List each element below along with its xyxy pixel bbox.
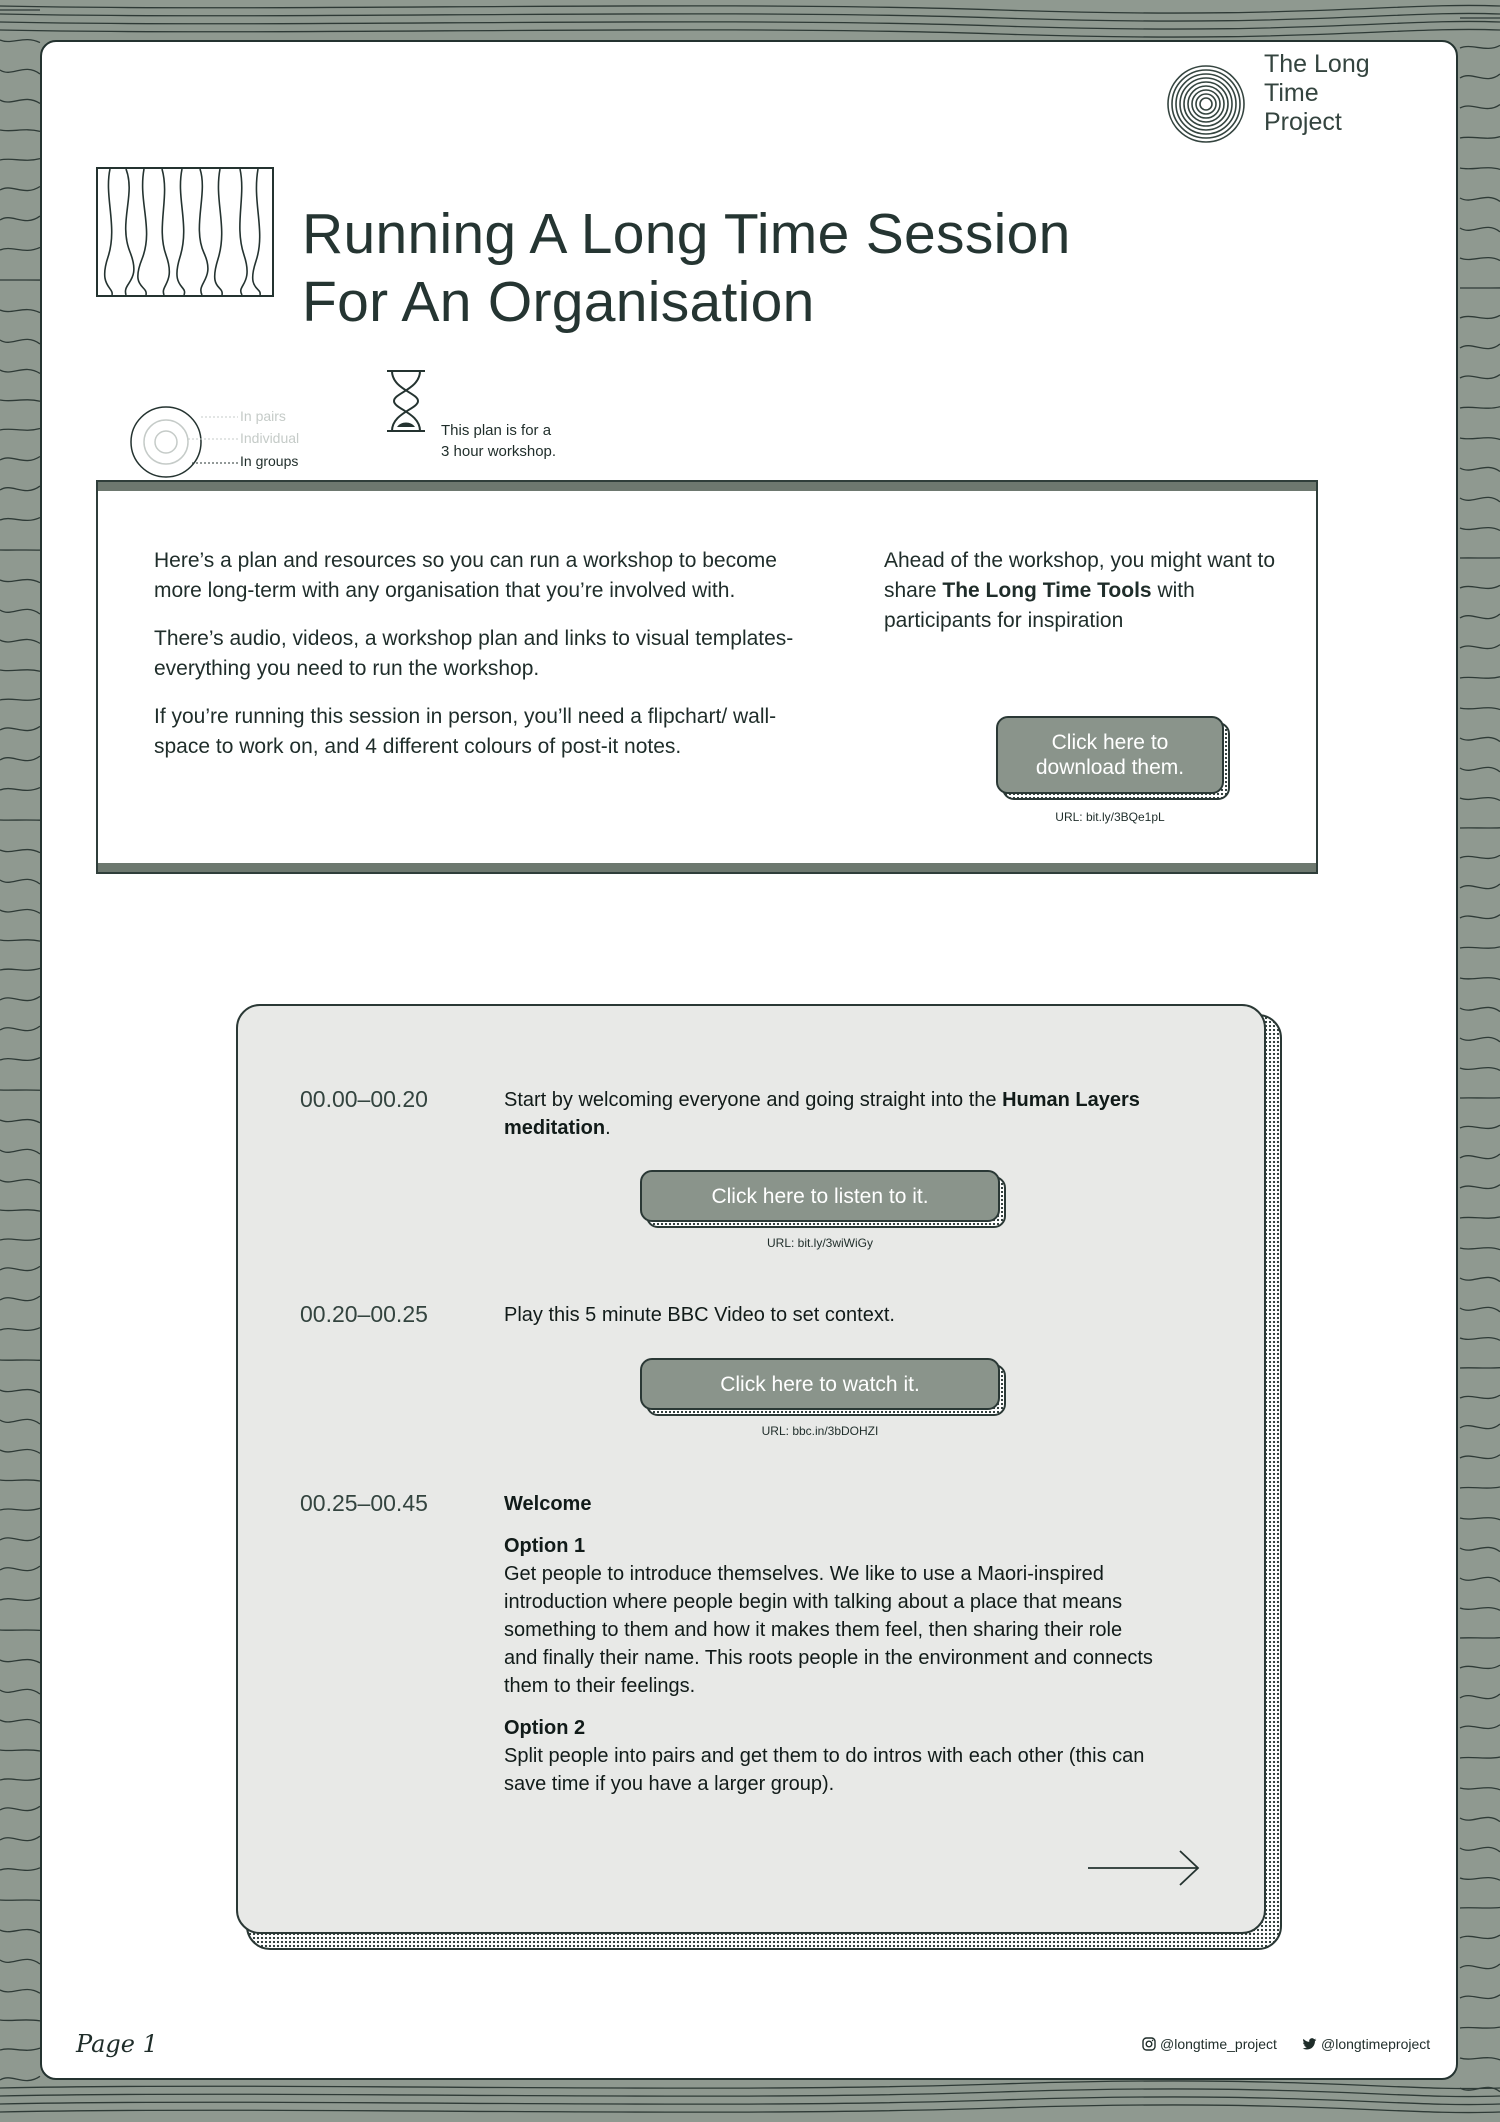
tools-note-pre: Ahead of the workshop, you might want to share: [884, 549, 1276, 602]
contour-line: [1460, 1154, 1500, 1159]
contour-line: [1460, 197, 1500, 201]
contour-line: [1460, 1217, 1500, 1218]
contour-line: [0, 216, 40, 221]
contour-line: [0, 1868, 40, 1871]
panel-bottom-bar: [98, 863, 1316, 872]
contour-line: [0, 130, 40, 132]
step-1-text: [504, 1086, 1154, 1142]
contour-line: [1460, 1725, 1500, 1729]
contour-line: [1460, 1878, 1500, 1881]
contour-line: [1460, 1277, 1500, 1281]
contour-line: [1460, 1487, 1500, 1488]
contour-line: [0, 1660, 40, 1663]
contour-line: [0, 1536, 40, 1540]
contour-line: [0, 2105, 1500, 2113]
download-button-line-2: download them.: [1035, 756, 1185, 779]
instagram-icon: [1142, 2037, 1156, 2051]
option-1-title: Option 1: [504, 1535, 586, 1557]
contour-line: [0, 1419, 40, 1424]
contour-line: [0, 670, 40, 671]
contour-line: [0, 21, 1500, 29]
contour-line: [0, 1930, 40, 1933]
contour-line: [1460, 1338, 1500, 1341]
contour-line: [0, 968, 40, 970]
contour-line: [1460, 884, 1500, 889]
contour-line: [1460, 1248, 1500, 1250]
contour-line: [0, 1149, 40, 1154]
intro-text: [154, 546, 804, 780]
wood-grain-illustration: [96, 167, 274, 297]
intro-paragraph-2: There’s audio, videos, a workshop plan and links to visual templates- everything you need to run the workshop.: [154, 627, 794, 680]
contour-line: [1460, 105, 1500, 109]
contour-line: [0, 339, 40, 344]
contour-line: [1460, 1908, 1500, 1909]
contour-line: [1460, 315, 1500, 318]
contour-line: [1460, 497, 1500, 502]
duration-note: [441, 420, 556, 462]
tools-note-post: with participants for inspiration: [884, 579, 1195, 632]
panel-top-bar: [98, 482, 1316, 491]
contour-line: [1460, 1964, 1500, 1969]
download-url: URL: bit.ly/3BQe1pL: [1055, 810, 1165, 824]
watch-button-wrap: [640, 1358, 1000, 1410]
contour-line: [0, 940, 40, 941]
step-3-text: [504, 1490, 1154, 1798]
contour-line: [1460, 407, 1500, 408]
contour-line: [0, 1719, 40, 1723]
contour-line: [1460, 767, 1500, 772]
tools-note-bold: The Long Time Tools: [942, 579, 1152, 602]
contour-line: [0, 486, 40, 491]
listen-button[interactable]: Click here to listen to it.: [640, 1170, 1000, 1222]
contour-line: [0, 1598, 40, 1601]
contour-line: [0, 1058, 40, 1061]
contour-line: [1460, 1307, 1500, 1311]
contour-line: [1460, 2027, 1500, 2028]
title-line-1: Running A Long Time Session: [302, 202, 1071, 266]
page-title: [302, 200, 1071, 336]
step-3-time: 00.25–00.45: [300, 1490, 428, 1516]
contour-line: [0, 879, 40, 884]
contour-line: [1460, 375, 1500, 379]
contour-line: [0, 909, 40, 913]
contour-line: [0, 2020, 40, 2021]
contour-line: [0, 2089, 1500, 2097]
contour-line: [0, 1836, 40, 1840]
logo-line-1: The Long: [1264, 50, 1370, 78]
contour-line: [0, 1778, 40, 1780]
contour-line: [0, 1296, 40, 1300]
contour-line: [0, 1449, 40, 1453]
contour-line: [0, 247, 40, 250]
contour-line: [1460, 1185, 1500, 1189]
contour-line: [1460, 614, 1500, 619]
contour-line: [1460, 1995, 1500, 1999]
contour-line: [1460, 1608, 1500, 1611]
hourglass-icon: [384, 367, 428, 435]
intro-paragraph-1: Here’s a plan and resources so you can run a workshop to become more long-term with any organisation that you’re involved with.: [154, 549, 777, 602]
contour-line: [0, 1480, 40, 1481]
tools-note: [884, 546, 1284, 636]
contour-line: [0, 698, 40, 700]
contour-line: [0, 1750, 40, 1751]
logo-line-2: Time: [1264, 79, 1319, 107]
option-2-text: Split people into pairs and get them to do intros with each other (this can save time if you have a larger group).: [504, 1745, 1145, 1795]
contour-line: [1460, 1424, 1500, 1429]
contour-line: [1460, 677, 1500, 678]
step-1-text-pre: Start by welcoming everyone and going straight into the: [504, 1089, 1003, 1111]
contour-line: [1460, 798, 1500, 801]
contour-line: [1460, 168, 1500, 170]
download-button-wrap: [996, 716, 1224, 794]
option-1-text: Get people to introduce themselves. We like to use a Maori-inspired introduction where people begin with talking about a place that means something to them and how it makes them feel, then sharing their role and finally their name. This roots people in the environment and connects them to their feelings.: [504, 1563, 1153, 1697]
contour-line: [1460, 645, 1500, 649]
step-1-text-post: .: [605, 1117, 611, 1139]
contour-line: [1460, 258, 1500, 261]
twitter-handle[interactable]: [1302, 2036, 1430, 2052]
contour-line: [0, 1989, 40, 1993]
contour-line: [1460, 915, 1500, 919]
step-3-heading: Welcome: [504, 1493, 592, 1515]
contour-line: [0, 29, 1500, 37]
contour-line: [0, 369, 40, 373]
contour-line: [0, 1689, 40, 1694]
duration-line-2: 3 hour workshop.: [441, 443, 557, 460]
logo-wordmark: [1264, 50, 1370, 137]
contour-line: [1460, 1007, 1500, 1011]
intro-paragraph-3: If you’re running this session in person, you’ll need a flipchart/ wall-space to work on, and 4 different colours of post-it notes.: [154, 705, 777, 758]
twitter-icon: [1302, 2038, 1317, 2051]
contour-line: [1460, 1817, 1500, 1821]
contour-line: [1460, 585, 1500, 588]
contour-line: [0, 1959, 40, 1964]
contour-line: [0, 1508, 40, 1510]
group-option-pairs: In pairs: [240, 408, 286, 424]
download-tools-button[interactable]: [996, 716, 1224, 794]
contour-line: [1460, 1518, 1500, 1520]
contour-line: [0, 1026, 40, 1031]
contour-line: [0, 40, 40, 43]
contour-line: [1460, 1757, 1500, 1758]
contour-line: [0, 850, 40, 853]
contour-line: [0, 69, 40, 74]
step-1-time: 00.00–00.20: [300, 1086, 428, 1112]
contour-line: [1460, 137, 1500, 139]
contour-line: [1460, 227, 1500, 232]
twitter-handle-text: @longtimeproject: [1321, 2036, 1431, 2052]
watch-button[interactable]: Click here to watch it.: [640, 1358, 1000, 1410]
contour-line: [1460, 438, 1500, 440]
step-1-text-bold: Human Layers meditation: [504, 1089, 1140, 1139]
contour-line: [1460, 947, 1500, 948]
page-number: Page 1: [76, 2030, 158, 2058]
logo-line-3: Project: [1264, 108, 1342, 136]
contour-line: [1460, 1125, 1500, 1128]
contour-line: [1460, 528, 1500, 531]
contour-line: [1460, 1455, 1500, 1459]
contour-line: [0, 456, 40, 460]
contour-line: [1460, 74, 1500, 79]
contour-line: [0, 518, 40, 521]
step-2-text: Play this 5 minute BBC Video to set context.: [504, 1304, 895, 1326]
contour-line: [0, 756, 40, 761]
contour-line: [0, 429, 40, 431]
contour-line: [0, 726, 40, 730]
duration-line-1: This plan is for a: [441, 422, 552, 439]
listen-button-wrap: [640, 1170, 1000, 1222]
contour-line: [1460, 1547, 1500, 1551]
contour-line: [0, 1179, 40, 1183]
next-arrow-icon[interactable]: [1086, 1848, 1202, 1888]
group-option-groups: In groups: [240, 453, 299, 469]
contour-line: [1460, 978, 1500, 980]
contour-line: [0, 1566, 40, 1570]
contour-line: [1460, 2058, 1500, 2060]
contour-line: [1460, 1935, 1500, 1938]
contour-line: [0, 1120, 40, 1123]
contour-line: [0, 788, 40, 791]
contour-line: [0, 99, 40, 103]
contour-line: [0, 1806, 40, 1810]
contour-line: [0, 1238, 40, 1240]
contour-line: [1460, 1694, 1500, 1699]
contour-line: [1460, 1068, 1500, 1071]
contour-line: [1460, 737, 1500, 741]
contour-line: [0, 1390, 40, 1393]
group-option-individual: Individual: [240, 430, 300, 446]
contour-line: [1460, 1037, 1500, 1042]
title-line-2: For An Organisation: [302, 270, 815, 334]
watch-url: URL: bbc.in/3bDOHZI: [761, 1424, 879, 1438]
contour-line: [1460, 344, 1500, 349]
contour-line: [1460, 708, 1500, 710]
listen-url: URL: bit.ly/3wiWiGy: [766, 1236, 873, 1250]
contour-line: [0, 1900, 40, 1901]
contour-line: [0, 996, 40, 1000]
contour-line: [1460, 1665, 1500, 1668]
contour-line: [1460, 1577, 1500, 1581]
contour-line: [1460, 1395, 1500, 1398]
download-button-line-1: Click here to: [1051, 731, 1169, 754]
contour-line: [1460, 467, 1500, 471]
contour-line: [0, 400, 40, 401]
contour-line: [0, 187, 40, 191]
contour-line: [0, 2097, 1500, 2105]
contour-line: [0, 609, 40, 614]
contour-line: [1460, 1788, 1500, 1790]
contour-line: [0, 1266, 40, 1270]
contour-line: [0, 159, 40, 161]
contour-line: [0, 1328, 40, 1331]
contour-line: [1460, 45, 1500, 48]
instagram-handle-text: @longtime_project: [1160, 2036, 1277, 2052]
contour-line: [0, 2081, 1500, 2089]
contour-line: [0, 639, 40, 643]
option-2-title: Option 2: [504, 1717, 586, 1739]
step-2-time: 00.20–00.25: [300, 1301, 428, 1327]
contour-line: [0, 580, 40, 583]
instagram-handle[interactable]: [1142, 2036, 1277, 2052]
contour-line: [1460, 1847, 1500, 1851]
contour-line: [1460, 855, 1500, 858]
contour-line: [0, 5, 1500, 13]
contour-line: [0, 1210, 40, 1211]
contour-line: [0, 310, 40, 313]
contour-line: [0, 13, 1500, 21]
contour-line: [0, 2048, 40, 2050]
contour-line: [0, 2076, 40, 2080]
